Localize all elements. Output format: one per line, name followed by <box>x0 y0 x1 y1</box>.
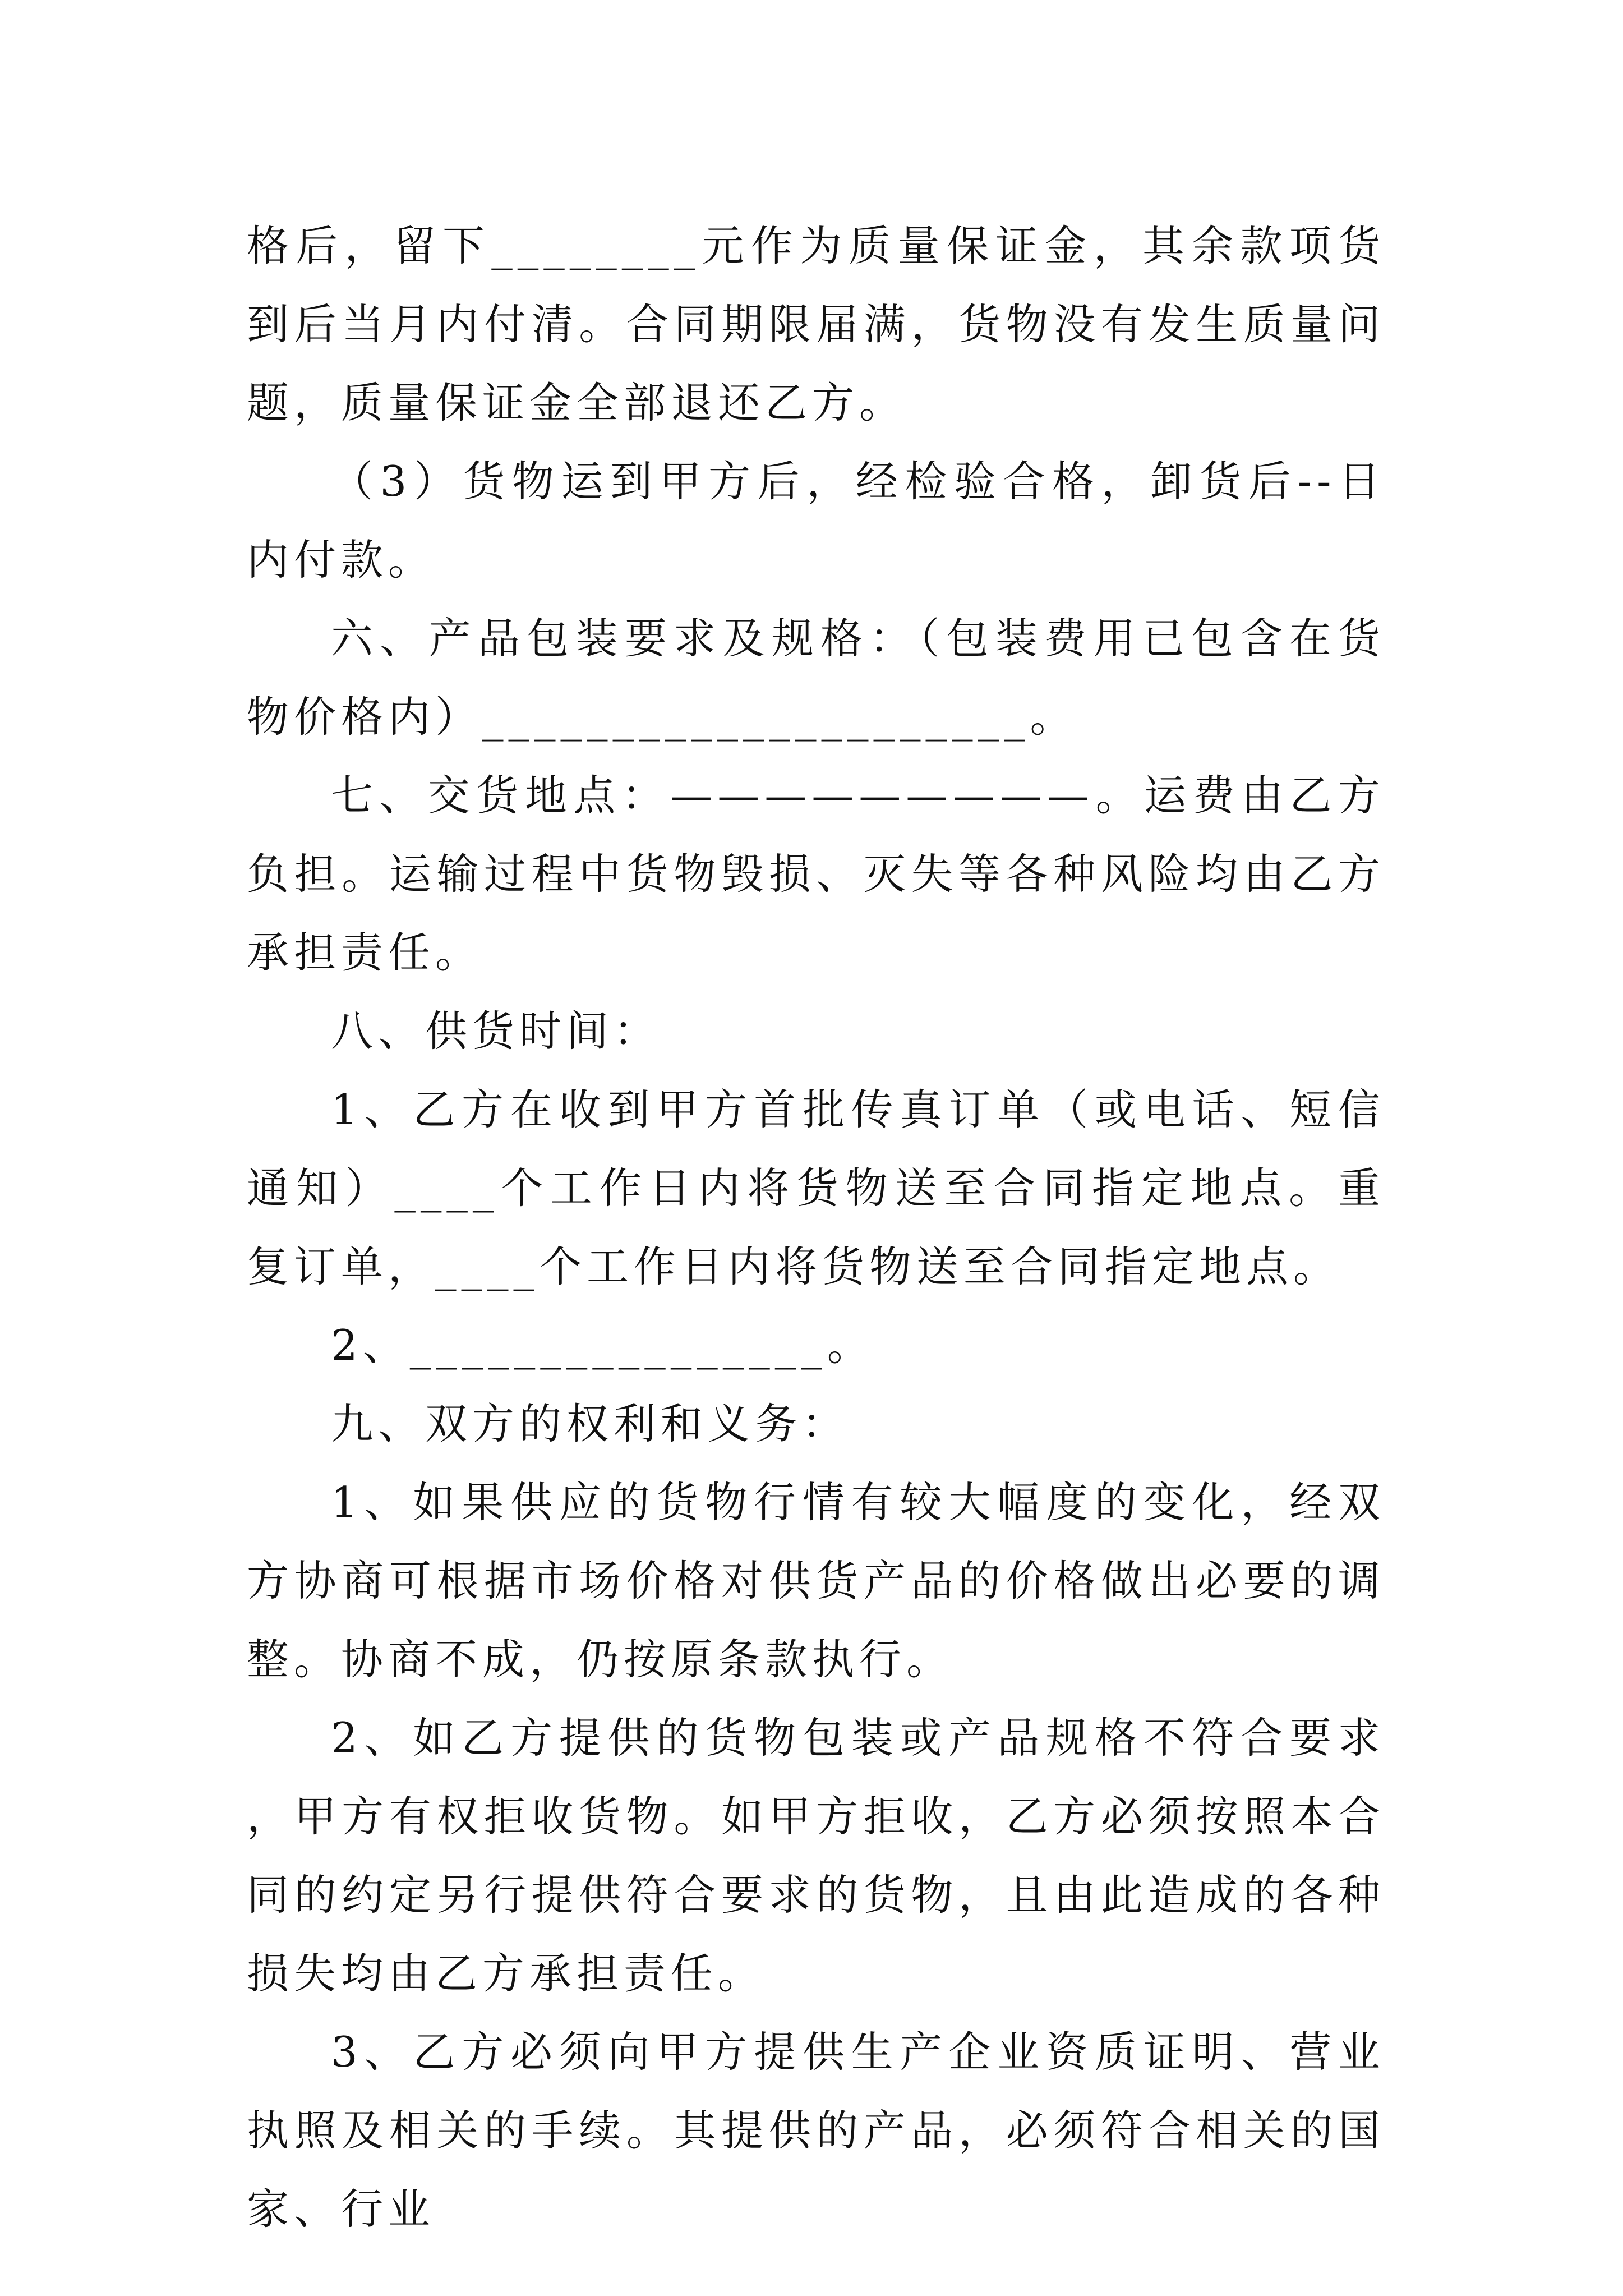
paragraph-section-9-item-2: 2、如乙方提供的货物包装或产品规格不符合要求，甲方有权拒收货物。如甲方拒收，乙方必须按照本合同的约定另行提供符合要求的货物，且由此造成的各种损失均由乙方承担责任。 <box>247 1713 1385 1998</box>
paragraph-section-7-delivery-location: 七、交货地点：—————————。运费由乙方负担。运输过程中货物毁损、灭失等各种风险均由乙方承担责任。 <box>247 771 1385 977</box>
document-body <box>247 206 1385 2248</box>
paragraph-section-8-item-1: 1、乙方在收到甲方首批传真订单（或电话、短信通知）____个工作日内将货物送至合同指定地点。重复订单，____个工作日内将货物送至合同指定地点。 <box>247 1085 1385 1291</box>
paragraph-section-6-packaging: 六、产品包装要求及规格：（包装费用已包含在货物价格内）_____________________。 <box>247 614 1385 742</box>
paragraph-section-9-heading: 九、双方的权利和义务： <box>331 1399 850 1448</box>
paragraph-section-8-item-2: 2、________________。 <box>331 1320 874 1370</box>
paragraph-section-9-item-1: 1、如果供应的货物行情有较大幅度的变化，经双方协商可根据市场价格对供货产品的价格做出必要的调整。协商不成，仍按原条款执行。 <box>247 1478 1385 1684</box>
paragraph-section-9-item-3: 3、乙方必须向甲方提供生产企业资质证明、营业执照及相关的手续。其提供的产品，必须符合相关的国家、行业 <box>247 2027 1385 2234</box>
paragraph-section-8-heading: 八、供货时间： <box>331 1006 661 1056</box>
paragraph-quality-deposit: 格后，留下________元作为质量保证金，其余款项货到后当月内付清。合同期限届满，货物没有发生质量问题，质量保证金全部退还乙方。 <box>247 221 1385 427</box>
paragraph-payment-term-3: （3）货物运到甲方后，经检验合格，卸货后--日内付款。 <box>247 457 1385 585</box>
